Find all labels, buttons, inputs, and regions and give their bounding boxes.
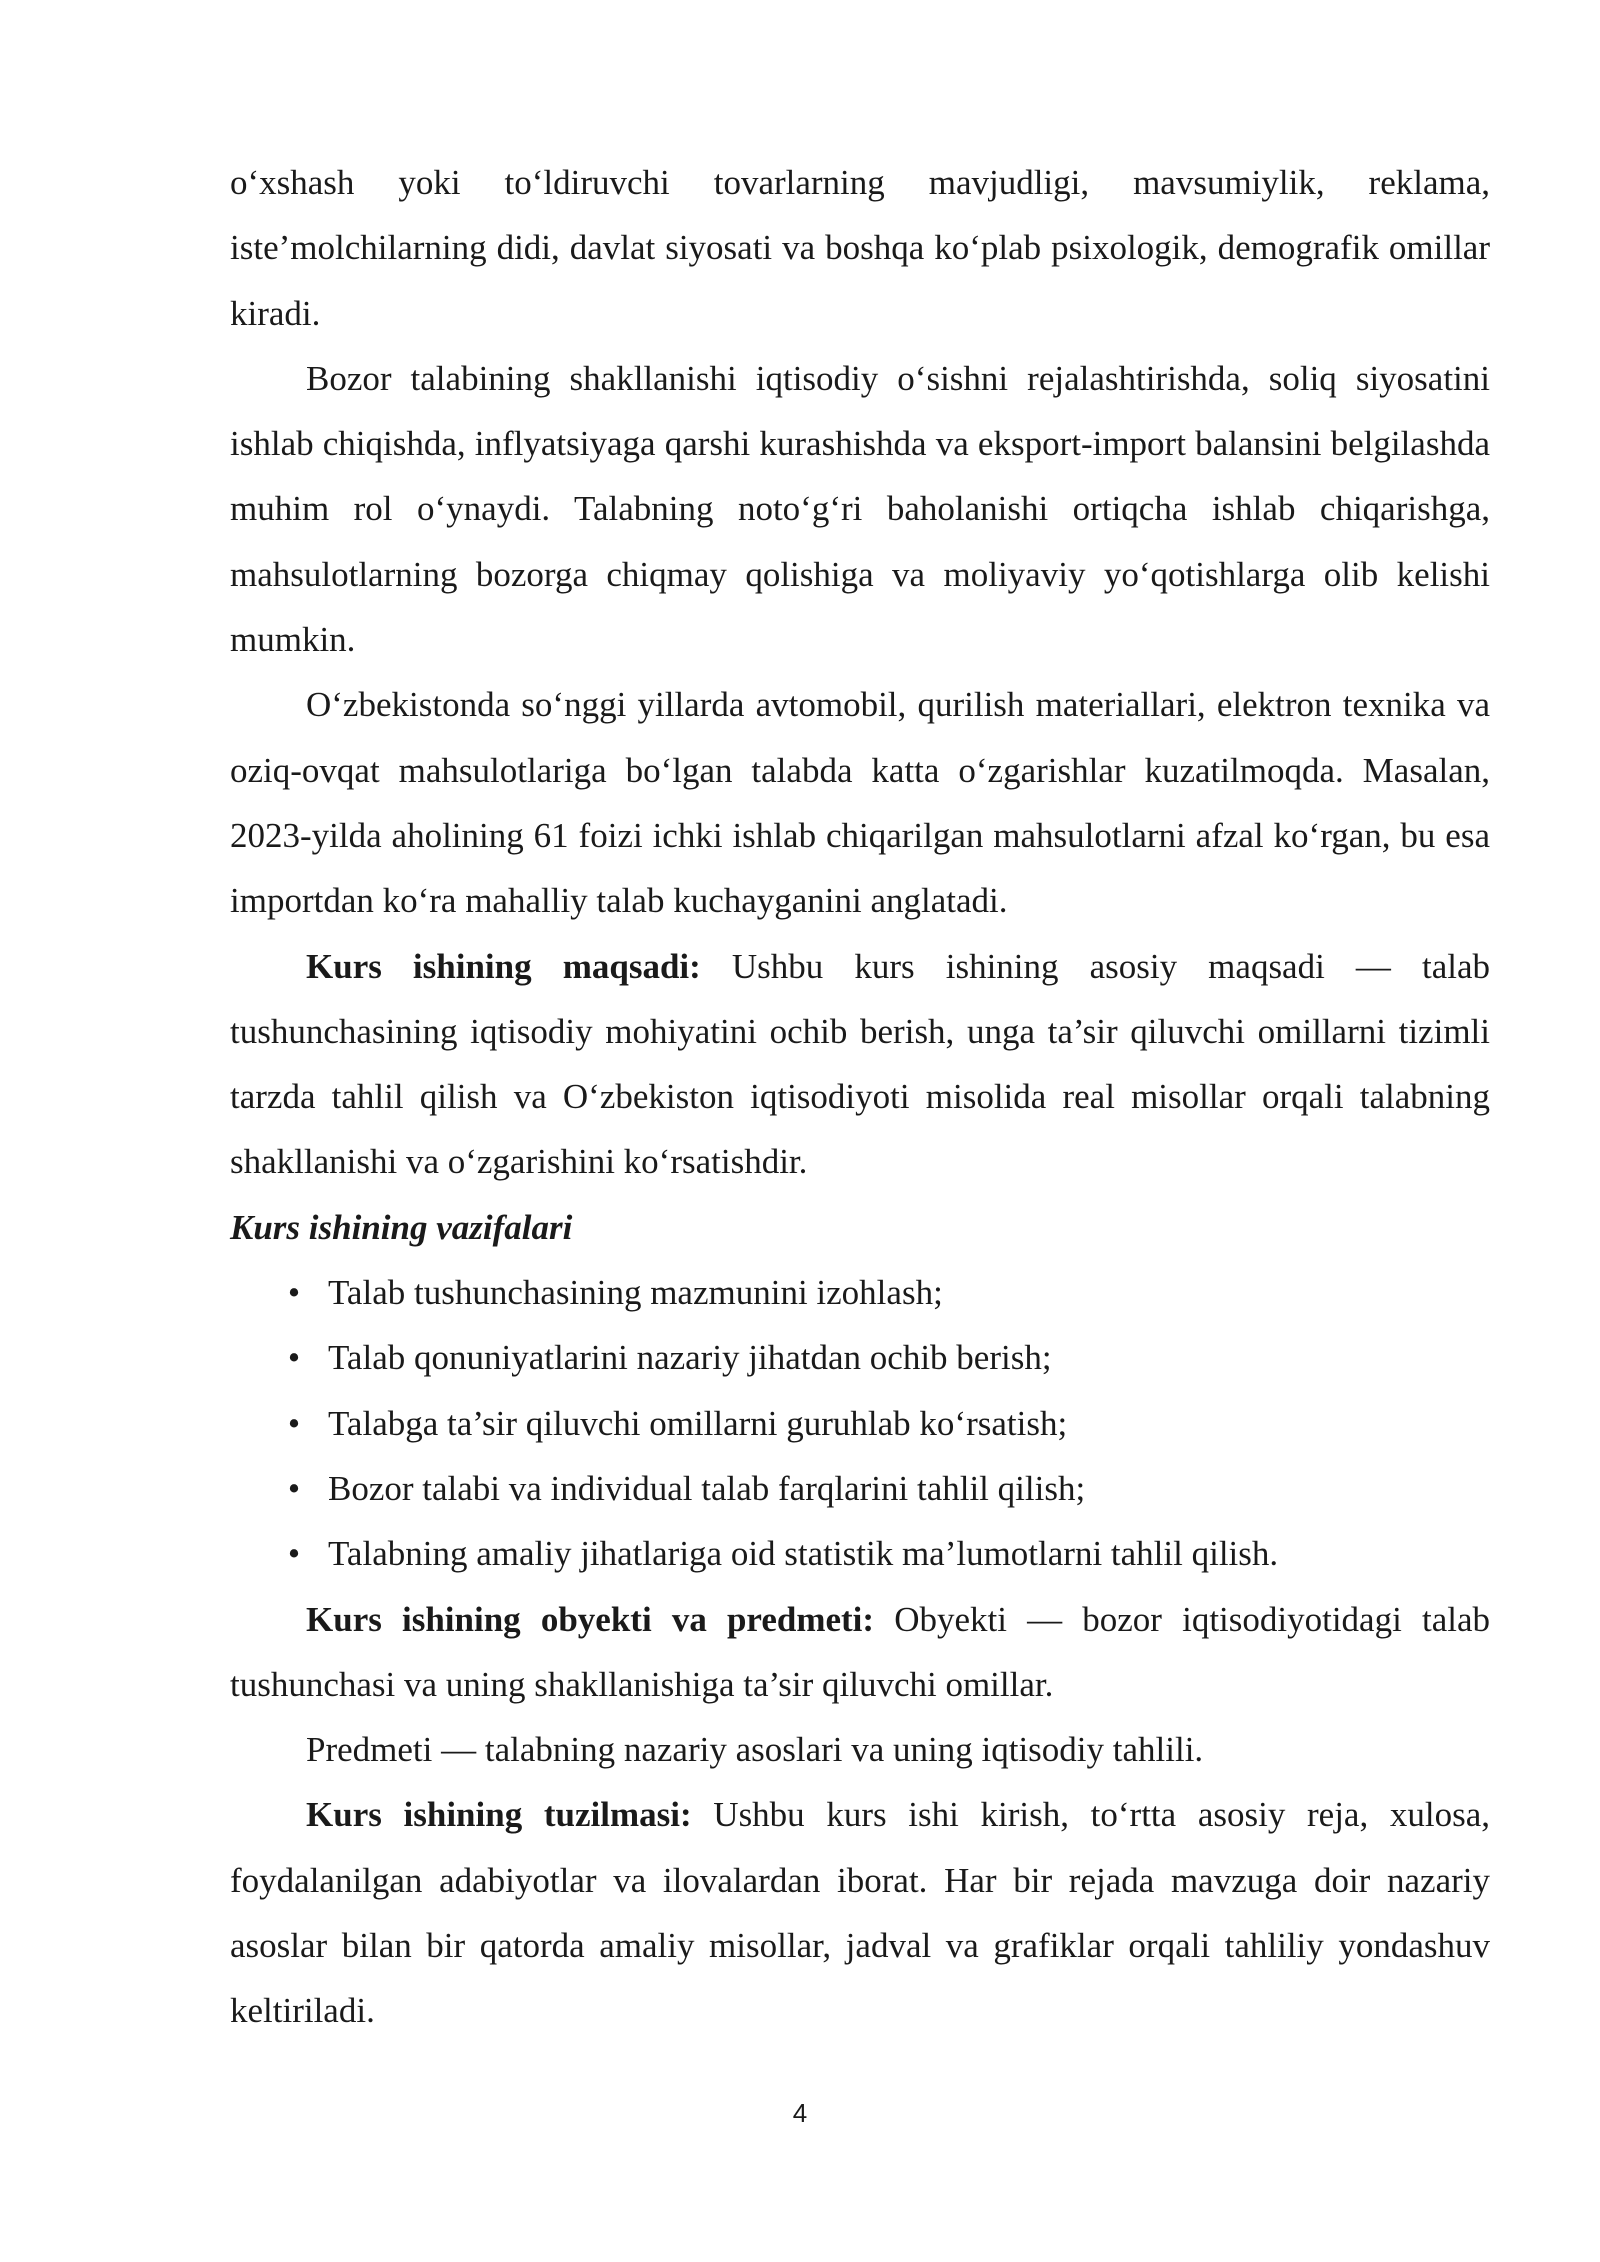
tasks-heading: Kurs ishining vazifalari: [230, 1207, 573, 1247]
paragraph-goal: [230, 934, 1490, 1195]
list-item: [230, 1456, 1490, 1521]
list-item: [230, 1521, 1490, 1586]
list-item: [230, 1391, 1490, 1456]
list-item: [230, 1325, 1490, 1390]
object-label: Kurs ishining obyekti va predmeti:: [306, 1599, 875, 1639]
list-item-text: Talabning amaliy jihatlariga oid statistik ma’lumotlarni tahlil qilish.: [328, 1534, 1279, 1574]
goal-text: Ushbu kurs ishining asosiy maqsadi — talab tushunchasining iqtisodiy mohiyatini ochib berish, unga ta’sir qiluvchi omillarni tizimli tarzda tahlil qilish va O‘zbekiston iqtisodiyoti misolida real misollar orqali talabning shakllanishi va o‘zgarishini ko‘rsatishdir.: [230, 946, 1491, 1182]
bullet-icon: •: [287, 1403, 301, 1443]
paragraph-structure: [230, 1782, 1490, 2043]
bullet-icon: •: [287, 1273, 301, 1313]
paragraph-uzbekistan-demand: O‘zbekistonda so‘nggi yillarda avtomobil, qurilish materiallari, elektron texnika va oziq-ovqat mahsulotlariga bo‘lgan talabda katta o‘zgarishlar kuzatilmoqda. Masalan, 2023-yilda aholining 61 foizi ichki ishlab chiqarilgan mahsulotlarni afzal ko‘rgan, bu esa importdan ko‘ra mahalliy talab kuchayganini anglatadi.: [230, 685, 1490, 921]
paragraph-object: [230, 1587, 1490, 1718]
structure-label: Kurs ishining tuzilmasi:: [306, 1795, 692, 1835]
structure-text: Ushbu kurs ishi kirish, to‘rtta asosiy reja, xulosa, foydalanilgan adabiyotlar va ilovalardan iborat. Har bir rejada mavzuga doir nazariy asoslar bilan bir qatorda amaliy misollar, jadval va grafiklar orqali tahliliy yondashuv keltiriladi.: [230, 1795, 1490, 2031]
list-item-text: Bozor talabi va individual talab farqlarini tahlil qilish;: [328, 1468, 1086, 1508]
tasks-list: [230, 1260, 1490, 1586]
paragraph-subject: Predmeti — talabning nazariy asoslari va uning iqtisodiy tahlili.: [306, 1730, 1204, 1770]
bullet-icon: •: [287, 1338, 301, 1378]
list-item-text: Talab qonuniyatlarini nazariy jihatdan ochib berish;: [328, 1338, 1052, 1378]
list-item-text: Talabga ta’sir qiluvchi omillarni guruhlab ko‘rsatish;: [328, 1403, 1068, 1443]
object-text: Obyekti — bozor iqtisodiyotidagi talab tushunchasi va uning shakllanishiga ta’sir qiluvchi omillar.: [230, 1599, 1490, 1704]
bullet-icon: •: [287, 1468, 301, 1508]
list-item-text: Talab tushunchasining mazmunini izohlash;: [328, 1273, 943, 1313]
list-item: [230, 1260, 1490, 1325]
document-page: [230, 150, 1490, 2044]
paragraph-market-demand: Bozor talabining shakllanishi iqtisodiy o‘sishni rejalashtirishda, soliq siyosatini ishlab chiqishda, inflyatsiyaga qarshi kurashishda va eksport-import balansini belgilashda muhim rol o‘ynaydi. Talabning noto‘g‘ri baholanishi ortiqcha ishlab chiqarishga, mahsulotlarning bozorga chiqmay qolishiga va moliyaviy yo‘qotishlarga olib kelishi mumkin.: [230, 358, 1490, 660]
page-number: 4: [792, 2098, 808, 2128]
goal-label: Kurs ishining maqsadi:: [306, 946, 701, 986]
paragraph-intro-continuation: o‘xshash yoki to‘ldiruvchi tovarlarning mavjudligi, mavsumiylik, reklama, iste’molchilarning didi, davlat siyosati va boshqa ko‘plab psixologik, demografik omillar kiradi.: [230, 163, 1490, 333]
bullet-icon: •: [287, 1534, 301, 1574]
